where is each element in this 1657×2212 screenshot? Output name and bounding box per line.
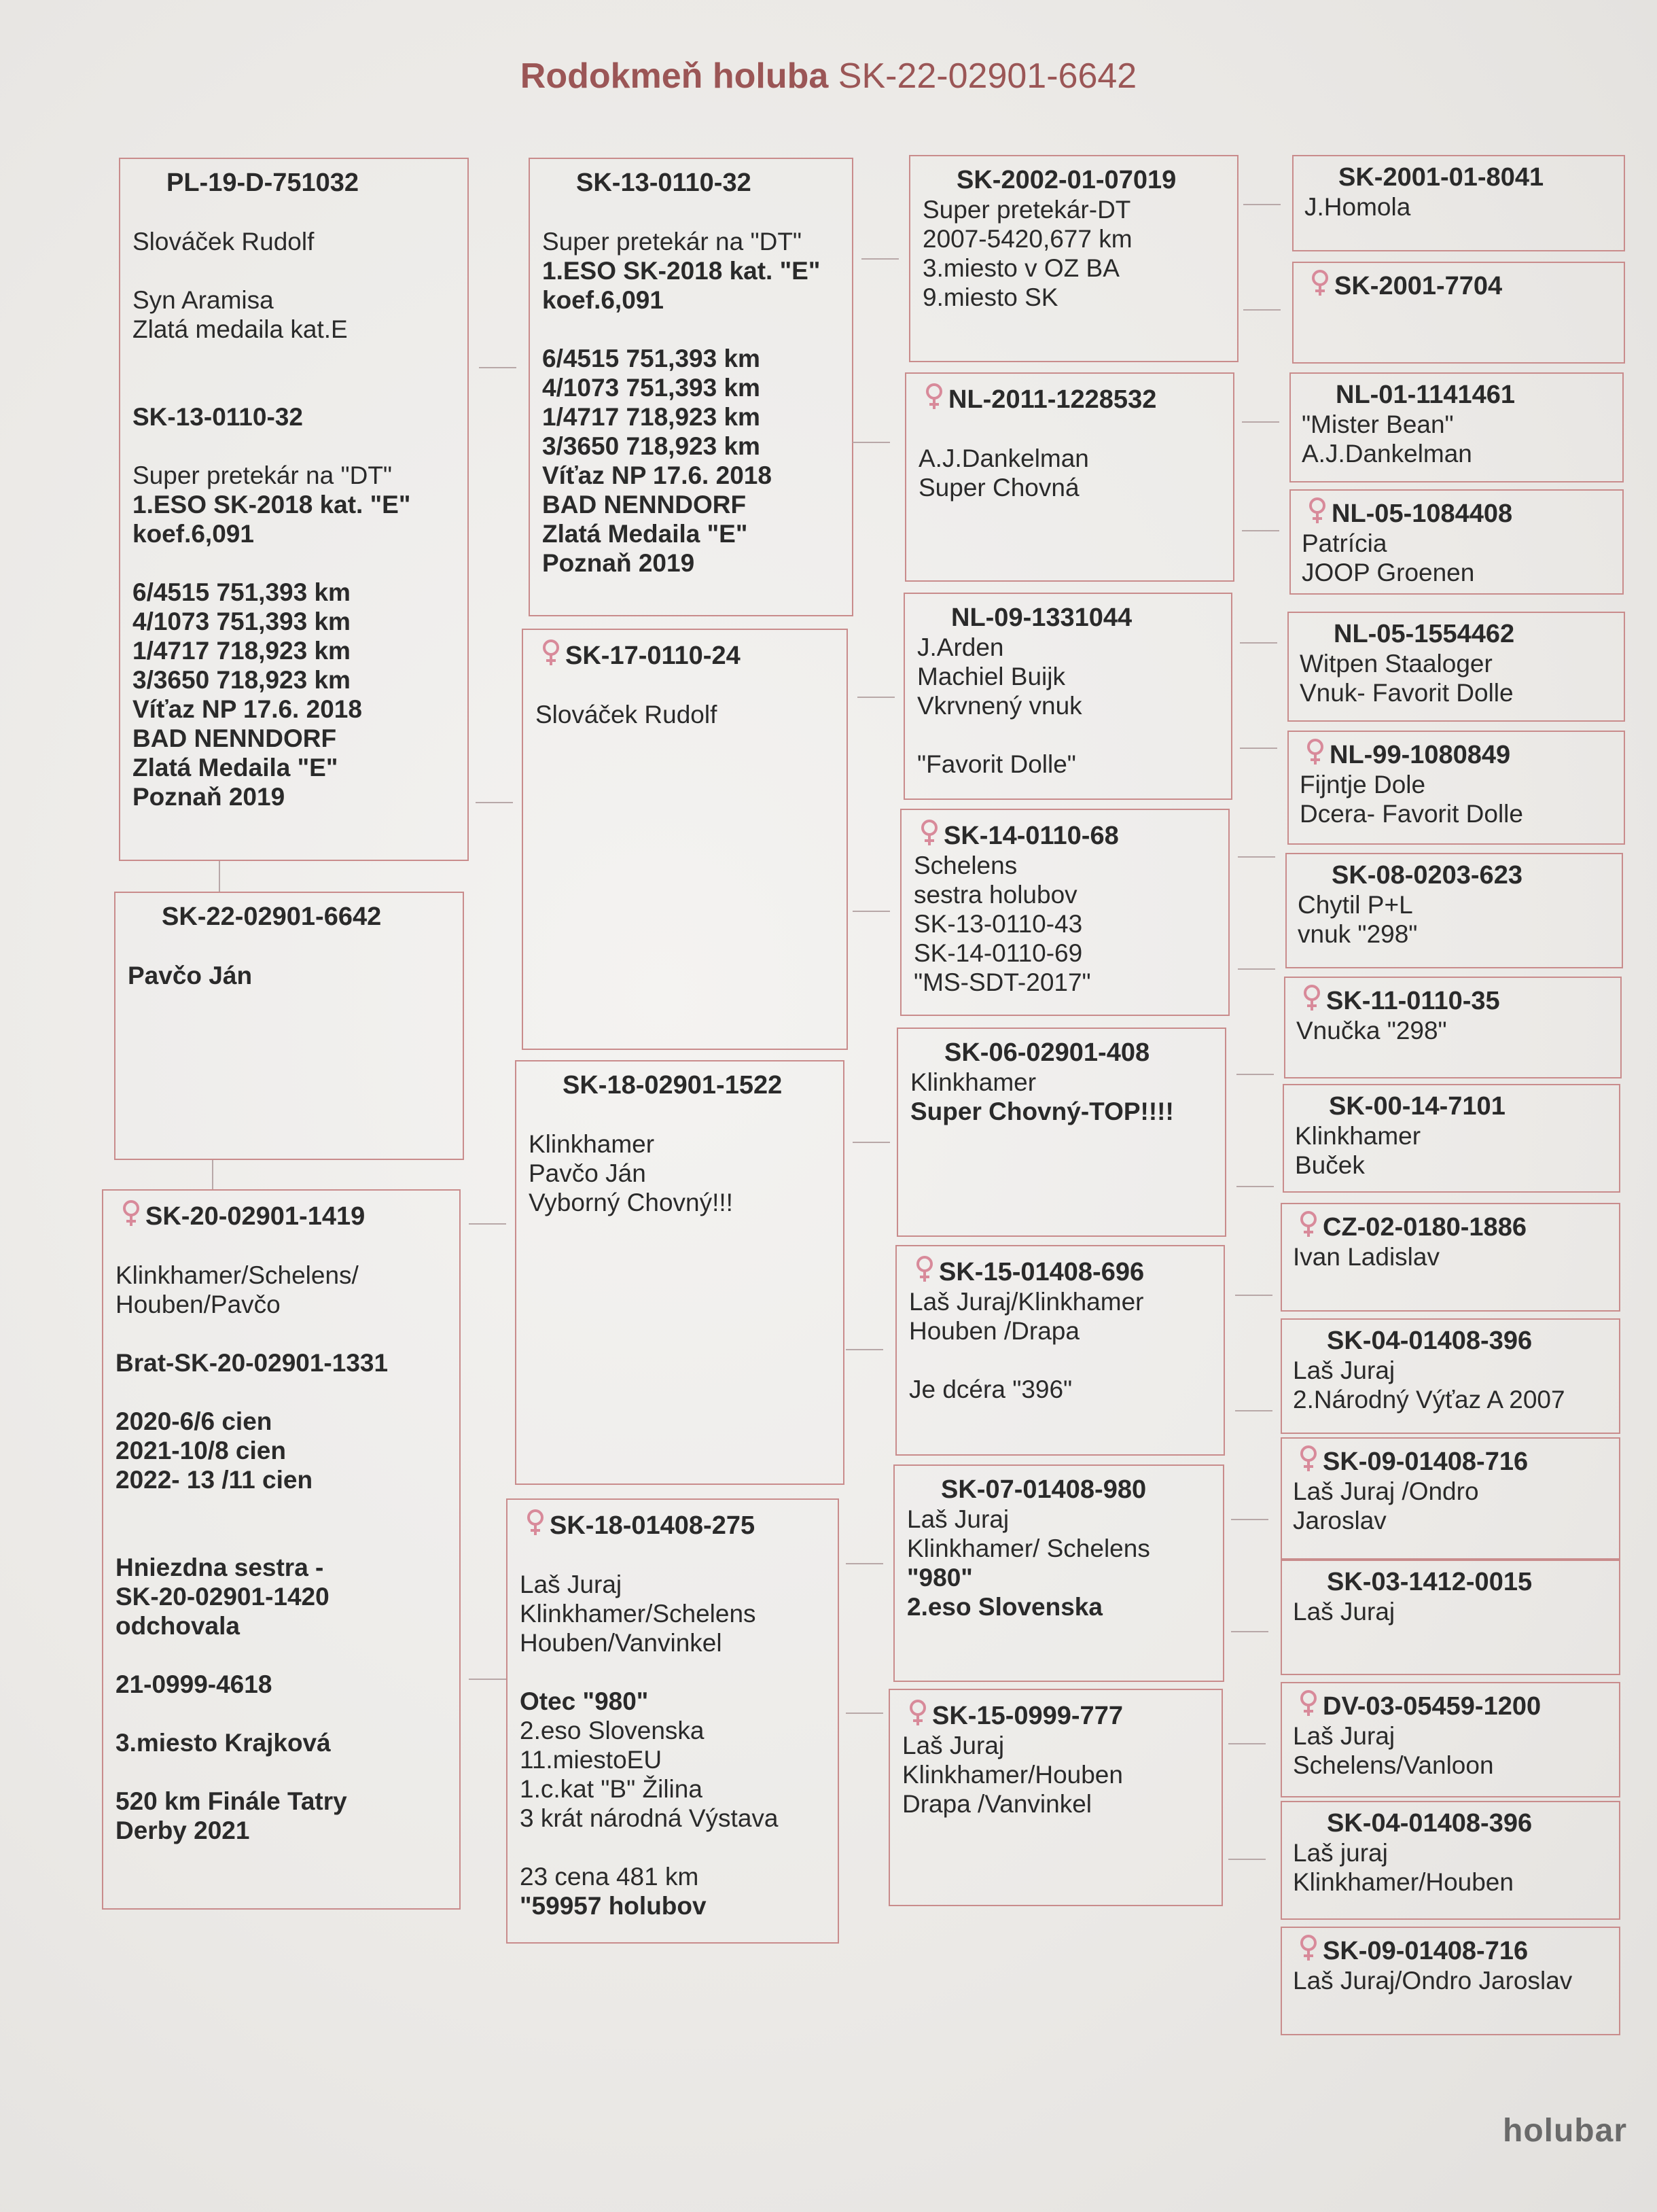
female-icon (1310, 272, 1334, 300)
ring-number-text: SK-09-01408-716 (1323, 1447, 1529, 1476)
connector-dash (1235, 1410, 1272, 1411)
pedigree-line (115, 1377, 447, 1407)
ring-number-text: SK-09-01408-716 (1323, 1937, 1529, 1965)
pigeon-ring-number (1293, 1445, 1608, 1477)
pedigree-line (115, 1699, 447, 1728)
holubar-logo: holubar (1503, 2113, 1627, 2149)
pigeon-ring-number (910, 1038, 1213, 1068)
pedigree-box (1285, 853, 1623, 968)
connector-dash (846, 1713, 883, 1714)
pigeon-ring-number (1295, 1092, 1608, 1121)
female-icon (1307, 499, 1332, 528)
pedigree-line: Buček (1295, 1151, 1365, 1179)
pigeon-ring-number (919, 383, 1221, 415)
ring-number-text: SK-15-01408-696 (939, 1258, 1145, 1286)
pedigree-line: Super pretekár-DT (923, 196, 1131, 224)
pigeon-ring-number (529, 1071, 831, 1100)
pedigree-line: Klinkhamer/Schelens (520, 1600, 756, 1628)
pedigree-line: Laš Juraj (520, 1570, 622, 1598)
pedigree-line: Poznaň 2019 (132, 783, 285, 811)
pedigree-line: 2022- 13 /11 cien (115, 1466, 313, 1494)
pedigree-line (542, 315, 840, 344)
pedigree-line: Super pretekár na "DT" (132, 461, 393, 489)
pedigree-line: Chytil P+L (1298, 891, 1413, 919)
pedigree-box (506, 1498, 839, 1944)
female-icon (525, 1511, 550, 1540)
title-code: SK-22-02901-6642 (838, 56, 1137, 96)
pedigree-line: Houben/Pavčo (115, 1291, 281, 1318)
connector-dash (1243, 309, 1281, 311)
pedigree-box (1289, 372, 1624, 482)
pedigree-line: Pavčo Ján (529, 1159, 646, 1187)
ring-number-text: SK-20-02901-1419 (145, 1202, 366, 1231)
pedigree-line: 3.miesto Krajková (115, 1729, 331, 1757)
ring-number-text: DV-03-05459-1200 (1323, 1692, 1542, 1721)
pigeon-ring-number (1293, 1690, 1608, 1721)
pedigree-line: 1.c.kat "B" Žilina (520, 1775, 702, 1803)
female-icon (1298, 1692, 1323, 1721)
pedigree-box (1281, 1801, 1620, 1920)
pedigree-line (520, 1541, 825, 1570)
connector-dash (1231, 1519, 1268, 1520)
female-icon (1305, 741, 1330, 769)
pigeon-ring-number (1304, 270, 1613, 301)
pedigree-box (1281, 1203, 1620, 1312)
pedigree-line: Vyborný Chovný!!! (529, 1189, 733, 1216)
pedigree-line: Schelens/Vanloon (1293, 1751, 1494, 1779)
pedigree-box (909, 155, 1239, 362)
pedigree-box (1287, 731, 1625, 845)
pigeon-ring-number (1302, 497, 1611, 529)
connector-dash (1228, 1859, 1266, 1860)
pedigree-line: Laš juraj (1293, 1839, 1388, 1867)
pedigree-line: Slováček Rudolf (132, 228, 315, 256)
pedigree-line: Laš Juraj (902, 1732, 1005, 1759)
pedigree-line: Syn Aramisa (132, 286, 274, 314)
pedigree-line: SK-14-0110-69 (914, 939, 1083, 967)
pedigree-line: JOOP Groenen (1302, 559, 1475, 586)
pedigree-line: SK-13-0110-32 (132, 403, 303, 431)
ring-number-text: NL-01-1141461 (1336, 381, 1516, 409)
pigeon-ring-number (914, 820, 1216, 851)
pedigree-line: 520 km Finále Tatry (115, 1787, 347, 1815)
pedigree-line (542, 198, 840, 227)
pedigree-line: Super Chovná (919, 474, 1080, 502)
pedigree-line: koef.6,091 (542, 286, 664, 314)
pedigree-line: 6/4515 751,393 km (542, 345, 760, 372)
title-label: Rodokmeň holuba (520, 56, 829, 96)
pedigree-box (900, 809, 1230, 1016)
pedigree-box (1284, 977, 1622, 1078)
connector-dash (853, 911, 890, 912)
pedigree-line: Houben /Drapa (909, 1317, 1080, 1345)
ring-number-text: SK-2001-7704 (1334, 272, 1503, 300)
pigeon-ring-number (917, 603, 1219, 633)
pigeon-ring-number (1293, 1809, 1608, 1838)
pedigree-line: Zlatá medaila kat.E (132, 315, 348, 343)
ring-number-text: SK-11-0110-35 (1326, 987, 1500, 1015)
ring-number-text: PL-19-D-751032 (166, 169, 359, 197)
ring-number-text: SK-17-0110-24 (565, 642, 741, 670)
pedigree-line (520, 1833, 825, 1862)
pedigree-line: A.J.Dankelman (919, 444, 1089, 472)
female-icon (1298, 1937, 1323, 1965)
ring-number-text: NL-2011-1228532 (948, 385, 1157, 414)
pedigree-box (1281, 1437, 1620, 1560)
connector-dash (469, 1223, 506, 1225)
pedigree-line: 4/1073 751,393 km (132, 608, 351, 635)
pigeon-ring-number (907, 1475, 1211, 1505)
pedigree-line: 2021-10/8 cien (115, 1437, 286, 1464)
pedigree-line: Schelens (914, 852, 1018, 879)
ring-number-text: SK-04-01408-396 (1327, 1327, 1533, 1355)
connector-dash (853, 442, 890, 443)
pedigree-line (115, 1640, 447, 1670)
pedigree-line: Poznaň 2019 (542, 549, 695, 577)
pigeon-ring-number (132, 169, 455, 198)
pigeon-ring-number (1298, 861, 1611, 890)
pedigree-line: 3.miesto v OZ BA (923, 254, 1120, 282)
pedigree-box (904, 593, 1232, 800)
pedigree-line: "Mister Bean" (1302, 410, 1454, 438)
pedigree-line: 2.Národný Výťaz A 2007 (1293, 1386, 1565, 1414)
pedigree-line (115, 1231, 447, 1261)
connector-dash (476, 802, 513, 803)
connector-dash (1242, 421, 1279, 423)
pedigree-line: koef.6,091 (132, 520, 254, 548)
ring-number-text: SK-2001-01-8041 (1338, 163, 1544, 192)
pedigree-line: 2020-6/6 cien (115, 1407, 272, 1435)
pedigree-line: 2.eso Slovenska (907, 1593, 1103, 1621)
ring-number-text: SK-06-02901-408 (944, 1038, 1150, 1067)
pigeon-ring-number (909, 1256, 1211, 1287)
pigeon-ring-number (535, 639, 834, 671)
pedigree-box (893, 1464, 1224, 1682)
connector-dash (857, 697, 895, 698)
pedigree-line: Laš Juraj /Ondro (1293, 1477, 1479, 1505)
pedigree-line: Otec "980" (520, 1687, 649, 1715)
pedigree-line: Klinkhamer/ Schelens (907, 1534, 1150, 1562)
connector-dash (479, 367, 516, 368)
female-icon (919, 822, 944, 850)
pedigree-line (132, 344, 455, 373)
pedigree-line: Klinkhamer/Schelens/ (115, 1261, 359, 1289)
ring-number-text: SK-03-1412-0015 (1327, 1568, 1533, 1596)
ring-number-text: SK-08-0203-623 (1332, 861, 1522, 890)
ring-number-text: SK-18-02901-1522 (563, 1071, 783, 1100)
pigeon-ring-number (1304, 163, 1613, 192)
pigeon-ring-number (1302, 381, 1611, 410)
pedigree-line: sestra holubov (914, 881, 1077, 909)
pedigree-line: Super pretekár na "DT" (542, 228, 802, 256)
ring-number-text: SK-07-01408-980 (941, 1475, 1147, 1504)
pedigree-line: Laš Juraj (1293, 1356, 1395, 1384)
connector-dash (212, 1160, 213, 1189)
connector-dash (1238, 968, 1275, 970)
pigeon-ring-number (115, 1200, 447, 1231)
pigeon-ring-number (542, 169, 840, 198)
pedigree-line: 3 krát národná Výstava (520, 1804, 779, 1832)
pedigree-line: Drapa /Vanvinkel (902, 1790, 1092, 1818)
pedigree-line: Laš Juraj (1293, 1722, 1395, 1750)
pedigree-line: 1.ESO SK-2018 kat. "E" (132, 491, 411, 519)
ring-number-text: NL-09-1331044 (951, 603, 1133, 632)
pedigree-line: Klinkhamer (910, 1068, 1037, 1096)
pedigree-line: A.J.Dankelman (1302, 440, 1472, 468)
pedigree-line: Slováček Rudolf (535, 701, 717, 728)
pedigree-line (132, 548, 455, 578)
connector-dash (1235, 1295, 1272, 1296)
ring-number-text: NL-99-1080849 (1330, 741, 1511, 769)
pedigree-line (132, 373, 455, 402)
pedigree-line (128, 932, 450, 961)
pedigree-box (1289, 489, 1624, 595)
pedigree-line: Hniezdna sestra - (115, 1553, 324, 1581)
pedigree-line (919, 415, 1221, 444)
pedigree-line: vnuk "298" (1298, 920, 1418, 948)
pedigree-line: odchovala (115, 1612, 240, 1640)
female-icon (908, 1702, 932, 1730)
pedigree-box (1281, 1318, 1620, 1434)
pedigree-box (114, 892, 464, 1160)
pedigree-line: Super Chovný-TOP!!!! (910, 1098, 1174, 1125)
pedigree-line: Klinkhamer/Houben (902, 1761, 1123, 1789)
female-icon (121, 1202, 145, 1231)
pedigree-line: Derby 2021 (115, 1816, 250, 1844)
pedigree-line: Vnuk- Favorit Dolle (1300, 679, 1514, 707)
ring-number-text: SK-15-0999-777 (932, 1702, 1123, 1730)
ring-number-text: SK-14-0110-68 (944, 822, 1119, 850)
pedigree-line: "59957 holubov (520, 1892, 707, 1920)
connector-dash (1236, 1186, 1274, 1187)
pedigree-line: Laš Juraj (1293, 1598, 1395, 1626)
pedigree-line (917, 720, 1219, 750)
pedigree-line: Zlatá Medaila "E" (542, 520, 748, 548)
connector-dash (1240, 642, 1277, 644)
ring-number-text: SK-13-0110-32 (576, 169, 751, 197)
pedigree-line: Zlatá Medaila "E" (132, 754, 338, 782)
connector-dash (846, 1349, 883, 1350)
female-icon (924, 385, 948, 414)
connector-dash (1238, 856, 1275, 858)
connector-dash (1240, 748, 1277, 749)
pedigree-line: SK-20-02901-1420 (115, 1583, 329, 1611)
pedigree-line: Víťaz NP 17.6. 2018 (132, 695, 362, 723)
pedigree-line (132, 198, 455, 227)
pigeon-ring-number (902, 1700, 1209, 1731)
ring-number-text: SK-22-02901-6642 (162, 902, 382, 931)
page-title (0, 56, 1657, 96)
pedigree-line (520, 1657, 825, 1687)
pedigree-line: 11.miestoEU (520, 1746, 662, 1774)
pedigree-line: BAD NENNDORF (542, 491, 747, 519)
pedigree-line: 1/4717 718,923 km (132, 637, 351, 665)
pedigree-box (1287, 612, 1625, 722)
connector-dash (219, 861, 220, 892)
connector-dash (846, 1563, 883, 1564)
connector-dash (1243, 204, 1281, 205)
pedigree-line: Patrícia (1302, 529, 1387, 557)
pedigree-line: Laš Juraj/Klinkhamer (909, 1288, 1144, 1316)
pigeon-ring-number (520, 1509, 825, 1541)
pedigree-box (119, 158, 469, 861)
pedigree-line: Klinkhamer (1295, 1122, 1421, 1150)
pigeon-ring-number (1300, 620, 1613, 649)
pedigree-line: Je dcéra "396" (909, 1375, 1073, 1403)
pedigree-line: Pavčo Ján (128, 962, 253, 989)
pedigree-line: Laš Juraj/Ondro Jaroslav (1293, 1967, 1573, 1995)
pedigree-line: 1/4717 718,923 km (542, 403, 760, 431)
pedigree-line: "980" (907, 1564, 973, 1592)
ring-number-text: SK-18-01408-275 (550, 1511, 755, 1540)
pedigree-line: BAD NENNDORF (132, 724, 337, 752)
ring-number-text: SK-2002-01-07019 (957, 166, 1177, 194)
pedigree-line (115, 1757, 447, 1787)
pigeon-ring-number (1293, 1568, 1608, 1597)
pedigree-box (515, 1060, 844, 1485)
female-icon (541, 642, 565, 670)
connector-dash (1242, 530, 1279, 531)
female-icon (1302, 987, 1326, 1015)
pedigree-box (895, 1245, 1225, 1456)
pigeon-ring-number (1293, 1327, 1608, 1356)
pedigree-box (1292, 262, 1625, 364)
pedigree-line: Dcera- Favorit Dolle (1300, 800, 1523, 828)
ring-number-text: SK-00-14-7101 (1329, 1092, 1505, 1121)
pedigree-line: Witpen Staaloger (1300, 650, 1493, 678)
pedigree-line: Vnučka "298" (1296, 1017, 1447, 1044)
pedigree-line (535, 671, 834, 700)
pigeon-ring-number (1293, 1935, 1608, 1966)
pedigree-box (1281, 1682, 1620, 1797)
pedigree-line: Machiel Buijk (917, 663, 1065, 690)
connector-dash (469, 1679, 506, 1680)
pedigree-line: 4/1073 751,393 km (542, 374, 760, 402)
pedigree-line: Fijntje Dole (1300, 771, 1426, 798)
pedigree-line: 3/3650 718,923 km (542, 432, 760, 460)
connector-dash (861, 258, 899, 260)
pedigree-line (132, 256, 455, 285)
pedigree-box (522, 629, 848, 1050)
pedigree-line: 2007-5420,677 km (923, 225, 1133, 253)
pedigree-line: Víťaz NP 17.6. 2018 (542, 461, 772, 489)
pedigree-line: Jaroslav (1293, 1507, 1387, 1534)
pedigree-box (1281, 1560, 1620, 1675)
pedigree-line: 23 cena 481 km (520, 1863, 699, 1891)
pedigree-line (115, 1494, 447, 1524)
ring-number-text: NL-05-1084408 (1332, 499, 1513, 528)
pedigree-line (909, 1346, 1211, 1375)
ring-number-text: SK-04-01408-396 (1327, 1809, 1533, 1838)
pedigree-line: SK-13-0110-43 (914, 910, 1083, 938)
pedigree-box (1281, 1927, 1620, 2035)
female-icon (1298, 1213, 1323, 1242)
pedigree-line: Vkrvnený vnuk (917, 692, 1082, 720)
pedigree-line: Klinkhamer/Houben (1293, 1868, 1514, 1896)
connector-dash (1236, 1074, 1274, 1075)
female-icon (1298, 1447, 1323, 1476)
ring-number-text: CZ-02-0180-1886 (1323, 1213, 1527, 1242)
pedigree-line: 1.ESO SK-2018 kat. "E" (542, 257, 821, 285)
pigeon-ring-number (1300, 739, 1613, 770)
pedigree-box (102, 1189, 461, 1910)
pedigree-box (1292, 155, 1625, 251)
pedigree-line (115, 1524, 447, 1553)
pedigree-line: "MS-SDT-2017" (914, 968, 1091, 996)
pedigree-line: J.Arden (917, 633, 1004, 661)
pedigree-line: 6/4515 751,393 km (132, 578, 351, 606)
connector-dash (1231, 1631, 1268, 1632)
pigeon-ring-number (1293, 1211, 1608, 1242)
female-icon (914, 1258, 939, 1286)
pedigree-line: "Favorit Dolle" (917, 750, 1076, 778)
pedigree-box (905, 372, 1234, 582)
pedigree-box (889, 1689, 1223, 1906)
pedigree-line (115, 1319, 447, 1348)
pedigree-line: J.Homola (1304, 193, 1411, 221)
pedigree-line: Brat-SK-20-02901-1331 (115, 1349, 389, 1377)
connector-dash (853, 1142, 890, 1143)
pigeon-ring-number (923, 166, 1225, 195)
pedigree-box (897, 1028, 1226, 1237)
pigeon-ring-number (1296, 985, 1609, 1016)
pedigree-box (529, 158, 853, 616)
pedigree-line: 9.miesto SK (923, 283, 1058, 311)
pedigree-line: Laš Juraj (907, 1505, 1010, 1533)
pedigree-box (1283, 1084, 1620, 1193)
pedigree-line: 21-0999-4618 (115, 1670, 272, 1698)
pigeon-ring-number (128, 902, 450, 932)
pedigree-line: Ivan Ladislav (1293, 1243, 1440, 1271)
pedigree-line: 3/3650 718,923 km (132, 666, 351, 694)
pedigree-line: Houben/Vanvinkel (520, 1629, 722, 1657)
pedigree-line (132, 432, 455, 461)
connector-dash (1228, 1743, 1266, 1744)
pedigree-line: 2.eso Slovenska (520, 1717, 705, 1744)
pedigree-line (529, 1100, 831, 1129)
ring-number-text: NL-05-1554462 (1334, 620, 1515, 648)
pedigree-line: Klinkhamer (529, 1130, 655, 1158)
